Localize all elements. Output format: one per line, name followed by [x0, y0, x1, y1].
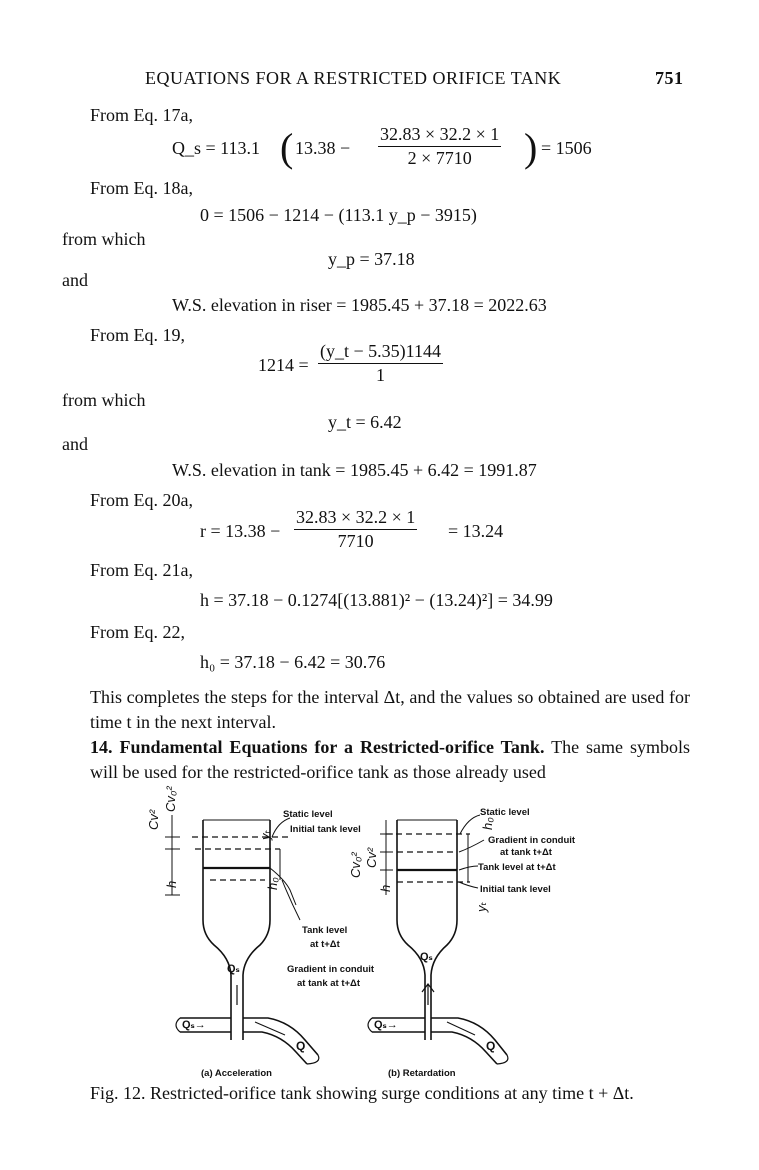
text-from-which-2: from which [62, 390, 146, 410]
label-a-static-level: Static level [283, 809, 333, 820]
label-a-initial-tank-level: Initial tank level [290, 824, 361, 835]
label-a-gradient: Gradient in conduit [287, 964, 375, 975]
text-from-which: from which [62, 229, 146, 249]
tank-a-right-wall [243, 820, 270, 1040]
equation-ws-tank: W.S. elevation in tank = 1985.45 + 6.42 = 1991.87 [172, 460, 537, 480]
label-b-tank-level: Tank level at t+Δt [478, 862, 556, 873]
label-a-cv2: Cv² [146, 809, 161, 830]
label-b-cv2: Cv² [364, 847, 379, 868]
paragraph-completes: This completes the steps for the interval Δt, and the values so obtained are used for time t in the next interval. [90, 687, 690, 732]
text-and-2: and [62, 434, 88, 454]
label-b-gradient-2: at tank t+Δt [500, 847, 552, 858]
equation-18a: 0 = 1506 − 1214 − (113.1 y_p − 3915) [200, 205, 477, 225]
label-a-q-out: Q [296, 1039, 306, 1053]
label-a-h: h [164, 880, 179, 888]
equation-22: h₀ = 37.18 − 6.42 = 30.76 [200, 652, 386, 672]
equation-21a: h = 37.18 − 0.1274[(13.881)² − (13.24)²] = 34.99 [200, 590, 553, 610]
subcaption-a: (a) Acceleration [201, 1068, 272, 1079]
label-a-gradient-2: at tank at t+Δt [297, 978, 361, 989]
text-from-eq-18a: From Eq. 18a, [90, 178, 193, 198]
text-from-eq-17a: From Eq. 17a, [90, 105, 193, 125]
eq-20a-denominator: 7710 [337, 531, 374, 551]
eq-qs-lhs: Q_s = 113.1 [172, 138, 260, 158]
label-b-h0: h₀ [480, 817, 495, 830]
label-a-cvo2: Cv₀² [163, 786, 178, 812]
section-14-text: The same symbols will be used for the restricted-orifice tank as those already used [90, 737, 690, 782]
label-a-h0: h₀ [265, 877, 280, 890]
page-number: 751 [655, 68, 684, 88]
label-a-qs: Qₛ [227, 963, 240, 975]
tank-a-left-wall [203, 820, 231, 1040]
equation-ws-riser: W.S. elevation in riser = 1985.45 + 37.18 = 2022.63 [172, 295, 547, 315]
eq-qs-rhs: = 1506 [541, 138, 592, 158]
equation-yt: y_t = 6.42 [328, 412, 402, 432]
label-b-initial-tank-level: Initial tank level [480, 884, 551, 895]
running-title: EQUATIONS FOR A RESTRICTED ORIFICE TANK [145, 68, 562, 88]
tank-b-right-wall [431, 820, 457, 1040]
label-b-q-in: Qₛ→ [374, 1019, 398, 1031]
eq-qs-numerator: 32.83 × 32.2 × 1 [378, 124, 501, 147]
label-b-q-out: Q [486, 1039, 496, 1053]
eq-qs-a: 13.38 − [295, 138, 351, 158]
label-b-static-level: Static level [480, 807, 530, 818]
subcaption-b: (b) Retardation [388, 1068, 456, 1079]
text-and: and [62, 270, 88, 290]
section-14-title: 14. Fundamental Equations for a Restricted-orifice Tank. [90, 737, 545, 757]
figure-caption: Fig. 12. Restricted-orifice tank showing surge conditions at any time t + Δt. [90, 1083, 634, 1103]
text-from-eq-19: From Eq. 19, [90, 325, 186, 345]
conduit-a-right [243, 1018, 318, 1055]
label-b-h: h [378, 884, 393, 892]
text-from-eq-20a: From Eq. 20a, [90, 490, 193, 510]
label-a-q-in: Qₛ→ [182, 1019, 206, 1031]
label-a-at-t-dt: at t+Δt [310, 939, 340, 950]
eq-19-denominator: 1 [375, 365, 385, 385]
eq-20a-numerator: 32.83 × 32.2 × 1 [294, 507, 417, 530]
equation-yp: y_p = 37.18 [328, 249, 415, 269]
right-paren: ) [524, 125, 538, 170]
label-b-gradient: Gradient in conduit [488, 835, 576, 846]
label-a-tank-level: Tank level [302, 925, 348, 936]
eq-20a-rhs: = 13.24 [448, 521, 504, 541]
left-paren: ( [280, 125, 294, 170]
label-b-qs: Qₛ [420, 951, 433, 963]
eq-19-numerator: (y_t − 5.35)1144 [318, 341, 443, 364]
label-b-cvo2: Cv₀² [348, 852, 363, 878]
label-b-yt: yₜ [474, 901, 489, 912]
text-from-eq-21a: From Eq. 21a, [90, 560, 193, 580]
eq-20a-lhs: r = 13.38 − [200, 521, 281, 541]
eq-qs-denominator: 2 × 7710 [407, 148, 472, 168]
tank-b-left-wall [397, 820, 425, 1040]
eq-19-lhs: 1214 = [258, 355, 309, 375]
label-a-yt: yₜ [258, 829, 273, 840]
text-from-eq-22: From Eq. 22, [90, 622, 186, 642]
